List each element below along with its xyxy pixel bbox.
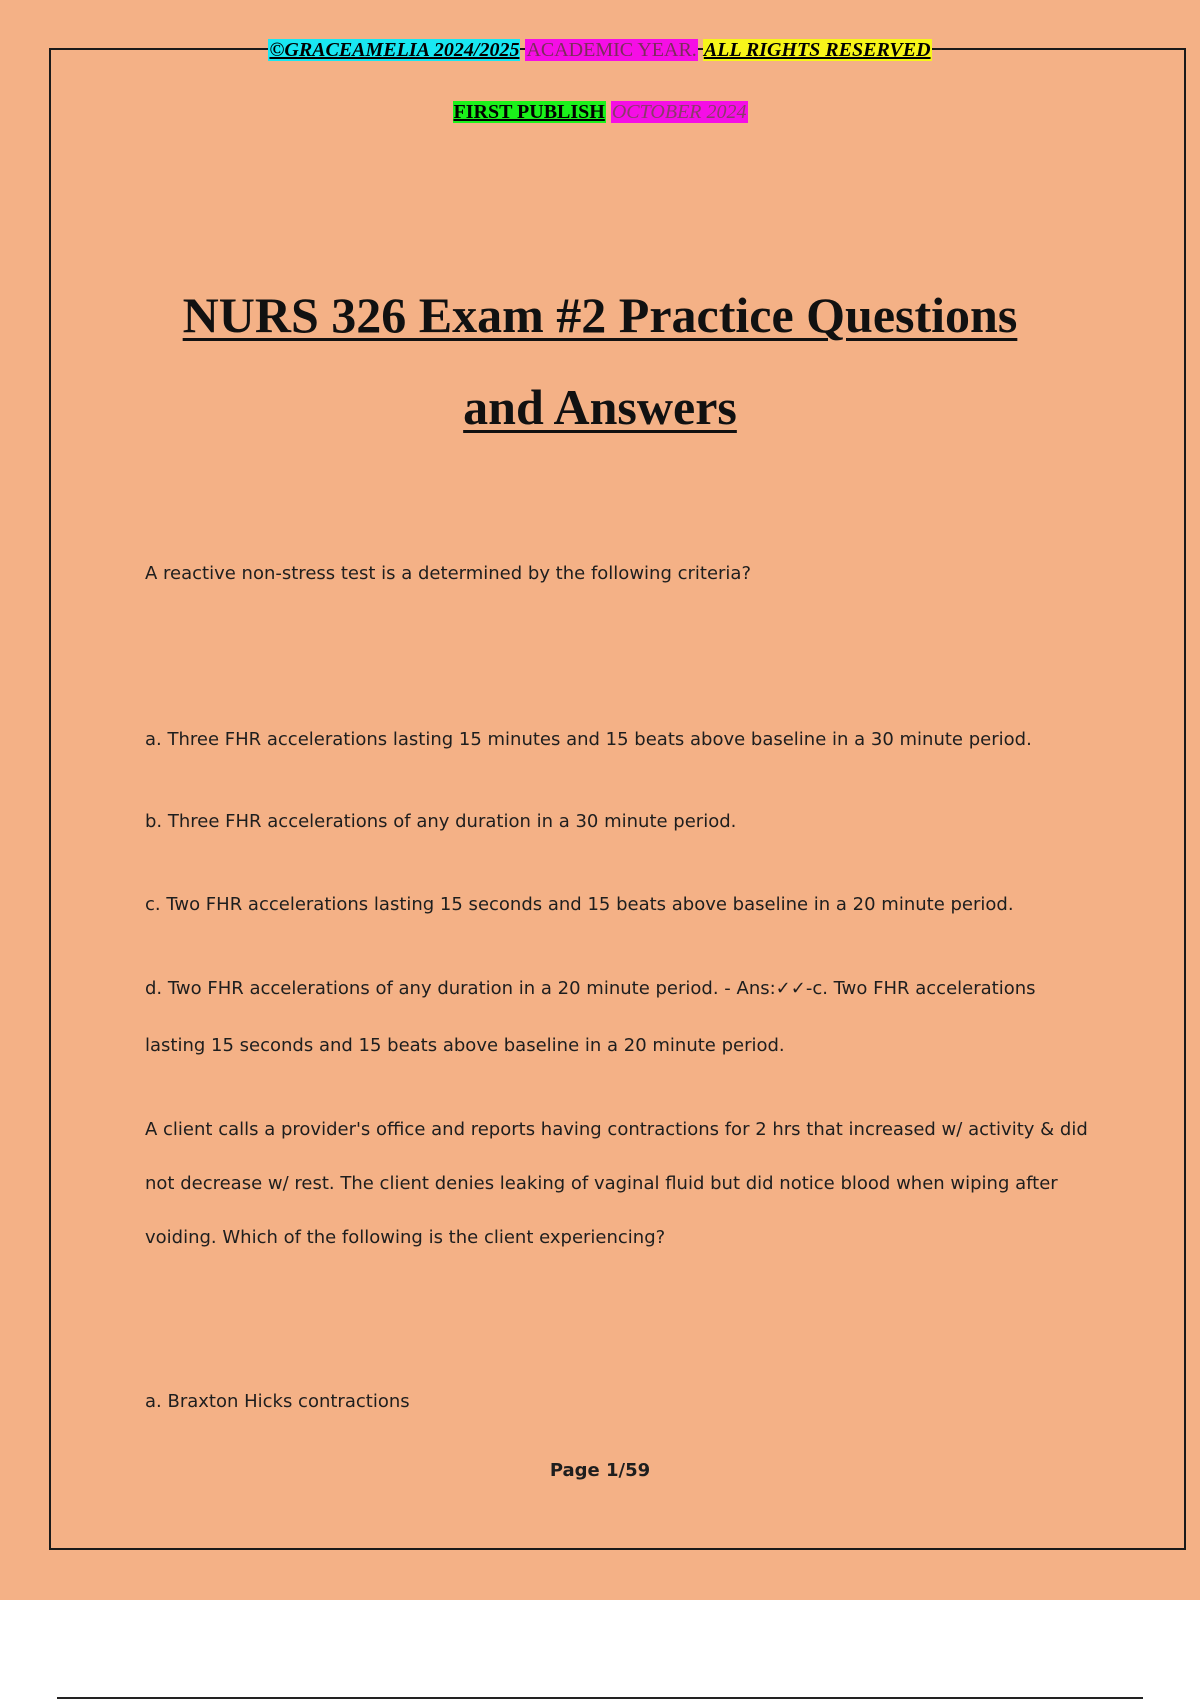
question-1-option-a: a. Three FHR accelerations lasting 15 minutes and 15 beats above baseline in a 30 minute period.	[145, 729, 1032, 750]
question-2-prompt-line-1: A client calls a provider's office and reports having contractions for 2 hrs that increased w/ activity & did	[145, 1119, 1088, 1140]
question-1-option-d-answer: d. Two FHR accelerations of any duration in a 20 minute period. - Ans:✓✓-c. Two FHR accelerations	[145, 978, 1036, 999]
rights-reserved-text: ALL RIGHTS RESERVED	[703, 39, 931, 61]
bottom-divider	[57, 1697, 1143, 1699]
document-title-line-1	[0, 270, 1200, 360]
question-1-answer-continued: lasting 15 seconds and 15 beats above baseline in a 20 minute period.	[145, 1035, 785, 1056]
header-copyright-line	[0, 38, 1200, 62]
copyright-text: ©GRACEAMELIA 2024/2025	[269, 39, 520, 61]
question-2-option-a: a. Braxton Hicks contractions	[145, 1391, 410, 1412]
title-text-1: NURS 326 Exam #2 Practice Questions	[182, 287, 1018, 343]
question-1-prompt: A reactive non-stress test is a determined by the following criteria?	[145, 563, 752, 584]
question-1-option-b: b. Three FHR accelerations of any duration in a 30 minute period.	[145, 811, 737, 832]
academic-year-text: ACADEMIC YEAR.	[526, 39, 697, 61]
page-number: Page 1/59	[549, 1460, 651, 1481]
header-publish-line	[0, 100, 1200, 124]
title-text-2: and Answers	[463, 379, 737, 435]
question-1-option-c: c. Two FHR accelerations lasting 15 seconds and 15 beats above baseline in a 20 minute period.	[145, 894, 1014, 915]
first-publish-text: FIRST PUBLISH	[453, 101, 605, 123]
publish-date-text: OCTOBER 2024	[611, 101, 747, 123]
document-title-line-2	[0, 362, 1200, 452]
question-2-prompt-line-3: voiding. Which of the following is the client experiencing?	[145, 1227, 666, 1248]
question-2-prompt-line-2: not decrease w/ rest. The client denies leaking of vaginal fluid but did notice blood when wiping after	[145, 1173, 1058, 1194]
